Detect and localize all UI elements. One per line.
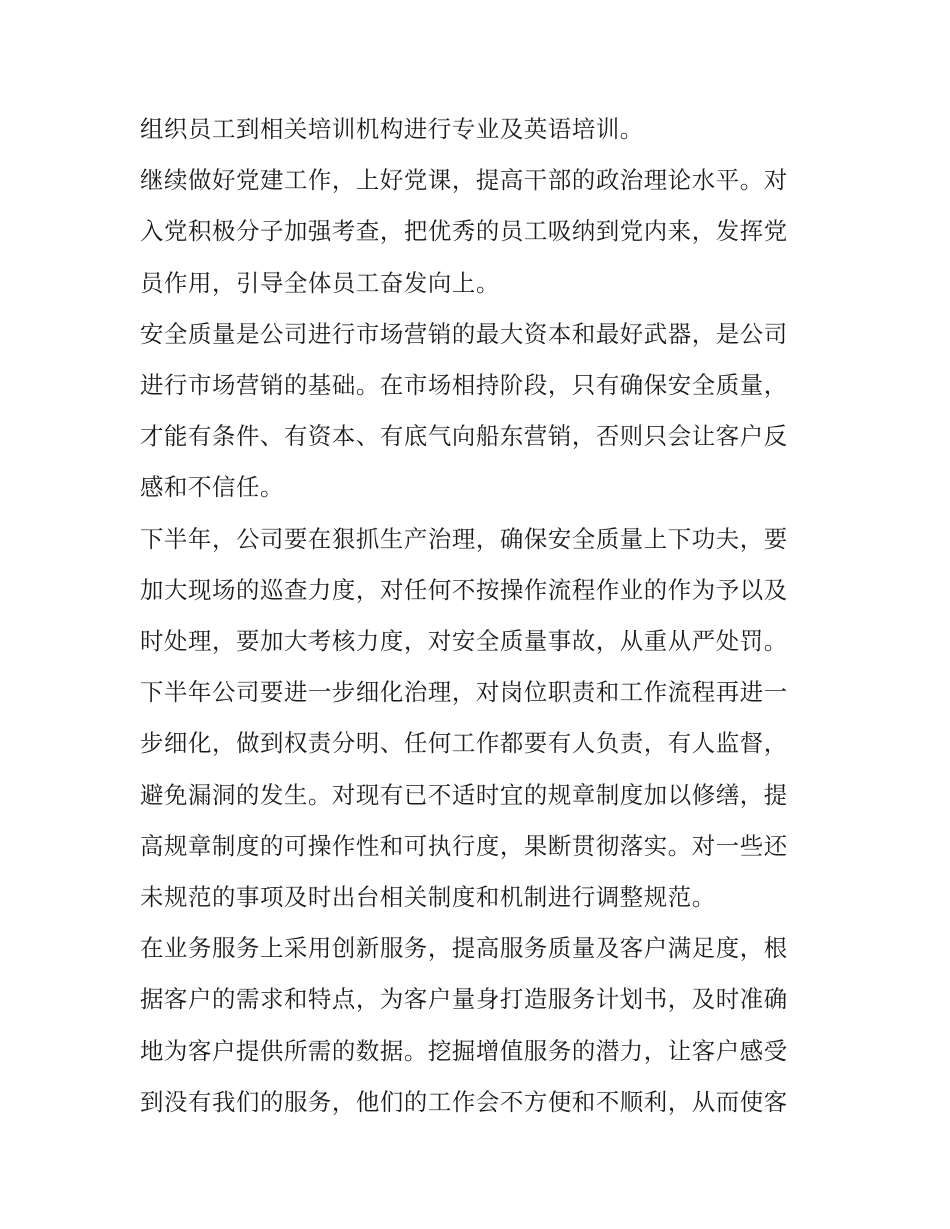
text-line: 员作用，引导全体员工奋发向上。 <box>140 268 500 297</box>
text-line: 下半年，公司要在狠抓生产治理，确保安全质量上下功夫，要 <box>140 524 788 553</box>
text-line: 进行市场营销的基础。在市场相持阶段，只有确保安全质量， <box>140 371 788 400</box>
text-line: 安全质量是公司进行市场营销的最大资本和最好武器，是公司 <box>140 319 788 348</box>
text-line: 避免漏洞的发生。对现有已不适时宜的规章制度加以修缮，提 <box>140 780 788 809</box>
text-line: 继续做好党建工作，上好党课，提高干部的政治理论水平。对 <box>140 166 788 195</box>
text-line: 据客户的需求和特点，为客户量身打造服务计划书，及时准确 <box>140 985 788 1014</box>
text-line: 组织员工到相关培训机构进行专业及英语培训。 <box>140 115 644 143</box>
text-line: 步细化，做到权责分明、任何工作都要有人负责，有人监督， <box>140 729 788 758</box>
text-line: 到没有我们的服务，他们的工作会不方便和不顺利，从而使客 <box>140 1087 788 1116</box>
text-line: 感和不信任。 <box>140 473 284 502</box>
text-line: 未规范的事项及时出台相关制度和机制进行调整规范。 <box>140 883 716 912</box>
text-line: 在业务服务上采用创新服务，提高服务质量及客户满足度，根 <box>140 934 788 963</box>
text-line: 地为客户提供所需的数据。挖掘增值服务的潜力，让客户感受 <box>140 1036 788 1065</box>
text-line: 时处理，要加大考核力度，对安全质量事故，从重从严处罚。 <box>140 627 788 656</box>
text-line: 高规章制度的可操作性和可执行度，果断贯彻落实。对一些还 <box>140 831 788 860</box>
document-body <box>140 104 814 1128</box>
text-line: 入党积极分子加强考查，把优秀的员工吸纳到党内来，发挥党 <box>140 217 788 246</box>
text-line: 加大现场的巡查力度，对任何不按操作流程作业的作为予以及 <box>140 575 788 604</box>
text-line: 才能有条件、有资本、有底气向船东营销，否则只会让客户反 <box>140 422 788 451</box>
text-line: 下半年公司要进一步细化治理，对岗位职责和工作流程再进一 <box>140 678 788 707</box>
